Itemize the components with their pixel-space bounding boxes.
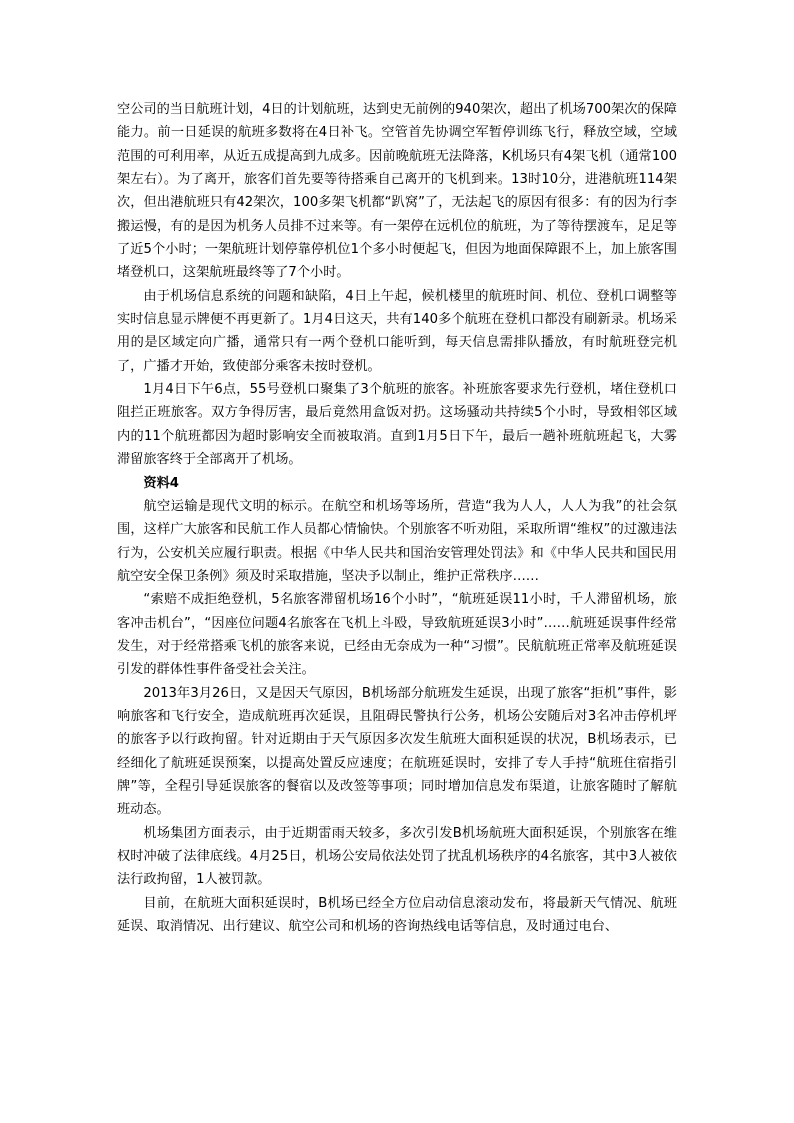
- paragraph-6: 2013年3月26日，又是因天气原因，B机场部分航班发生延误，出现了旅客“拒机”事件，影响旅客和飞行安全，造成航班再次延误，且阻碍民警执行公务，机场公安随后对3名冲击停机坪的旅客予以行政拘留。针对近期由于天气原因多次发生航班大面积延误的状况，B机场表示，已经细化了航班延误预案，以提高处置反应速度；在航班延误时，安排了专人手持“航班住宿指引牌”等，全程引导延误旅客的餐宿以及改签等事项；同时增加信息发布渠道，让旅客随时了解航班动态。: [117, 685, 677, 818]
- paragraph-4: 航空运输是现代文明的标示。在航空和机场等场所，营造“我为人人，人人为我”的社会氛围，这样广大旅客和民航工作人员都心情愉快。个别旅客不听劝阻，采取所谓“维权”的过激违法行为，公安机关应履行职责。根据《中华人民共和国治安管理处罚法》和《中华人民共和国民用航空安全保卫条例》须及时采取措施，坚决予以制止，维护正常秩序……: [117, 498, 677, 584]
- paragraph-1: 空公司的当日航班计划，4日的计划航班，达到史无前例的940架次，超出了机场700架次的保障能力。前一日延误的航班多数将在4日补飞。空管首先协调空军暂停训练飞行，释放空域，空域范围的可利用率，从近五成提高到九成多。因前晚航班无法降落，K机场只有4架飞机（通常100架左右）。为了离开，旅客们首先要等待搭乘自己离开的飞机到来。13时10分，进港航班114架次，但出港航班只有42架次，100多架飞机都“趴窝”了，无法起飞的原因有很多：有的因为行李搬运慢，有的是因为机务人员排不过来等。有一架停在远机位的航班，为了等待摆渡车，足足等了近5个小时；一架航班计划停靠停机位1个多小时便起飞，但因为地面保障跟不上，加上旅客围堵登机口，这架航班最终等了7个小时。: [117, 102, 677, 281]
- document-body: [117, 98, 677, 938]
- paragraph-5: “索赔不成拒绝登机，5名旅客滞留机场16个小时”，“航班延误11小时，千人滞留机场，旅客冲击机台”，“因座位问题4名旅客在飞机上斗殴，导致航班延误3小时”……航班延误事件经常发生，对于经常搭乘飞机的旅客来说，已经由无奈成为一种“习惯”。民航航班正常率及航班延误引发的群体性事件备受社会关注。: [117, 592, 677, 678]
- paragraph-2: 由于机场信息系统的问题和缺陷，4日上午起，候机楼里的航班时间、机位、登机口调整等实时信息显示牌便不再更新了。1月4日这天，共有140多个航班在登机口都没有刷新录。机场采用的是区域定向广播，通常只有一两个登机口能听到，每天信息需排队播放，有时航班登完机了，广播才开始，致使部分乘客未按时登机。: [117, 288, 677, 374]
- section-heading: 资料4: [143, 475, 179, 491]
- paragraph-8: 目前，在航班大面积延误时，B机场已经全方位启动信息滚动发布，将最新天气情况、航班延误、取消情况、出行建议、航空公司和机场的咨询热线电话等信息，及时通过电台、: [117, 895, 677, 935]
- paragraph-3: 1月4日下午6点，55号登机口聚集了3个航班的旅客。补班旅客要求先行登机，堵住登机口阻拦正班旅客。双方争得厉害，最后竟然用盒饭对扔。这场骚动共持续5个小时，导致相邻区域内的11个航班都因为超时影响安全而被取消。直到1月5日下午，最后一趟补班航班起飞，大雾滞留旅客终于全部离开了机场。: [117, 382, 677, 468]
- paragraph-7: 机场集团方面表示，由于近期雷雨天较多，多次引发B机场航班大面积延误，个别旅客在维权时冲破了法律底线。4月25日，机场公安局依法处罚了扰乱机场秩序的4名旅客，其中3人被依法行政拘留，1人被罚款。: [117, 825, 677, 888]
